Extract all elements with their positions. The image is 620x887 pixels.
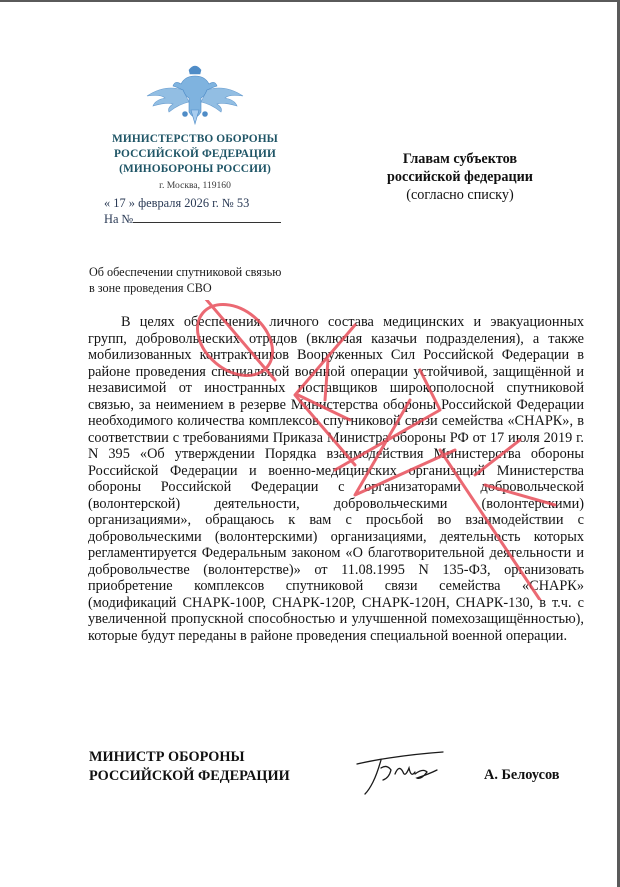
addressee-block	[360, 150, 560, 204]
double-headed-eagle-emblem-icon	[145, 62, 245, 130]
addressee-line-2: российской федерации	[387, 169, 533, 185]
signatory-title	[89, 748, 290, 785]
ministry-line-2: РОССИЙСКОЙ ФЕДЕРАЦИИ	[114, 148, 276, 160]
ministry-name	[95, 132, 295, 177]
reference-label: На №	[104, 212, 134, 226]
city-address: г. Москва, 119160	[159, 180, 231, 191]
signatory-title-line-1: МИНИСТР ОБОРОНЫ	[89, 749, 245, 765]
ministry-line-3: (МИНОБОРОНЫ РОССИИ)	[119, 163, 271, 175]
addressee-line-3: (согласно списку)	[406, 187, 514, 203]
signatory-name: А. Белоусов	[484, 767, 560, 783]
body-paragraph: В целях обеспечения личного состава медицинских и эвакуационных групп, добровольческих отрядов (включая казачьи подразделения), а также мобилизованных контрактников Вооруженных Сил Российской Федерации в районе проведения специальной военной операции устойчивой, защищённой и независимой от иностранных поставщиков широкополосной спутниковой связью, за неимением в резерве Министерства обороны Российской Федерации необходимого количества комплексов спутниковой связи семейства «СНАРК», в соответствии с требованиями Приказа Министра обороны РФ от 17 июля 2019 г. N 395 «Об утверждении Порядка взаимодействия Министерства обороны Российской Федерации и военно-медицинских организаций Министерства обороны Российской Федерации с организаторами добровольческой (волонтерской) деятельности, добровольческими (волонтерскими) организациями», обращаюсь к вам с просьбой во взаимодействии с добровольческими (волонтерскими) организациями, деятельность которых регламентируется Федеральным законом «О благотворительной деятельности и добровольчестве (волонтерстве)» от 11.08.1995 N 135-ФЗ, организовать приобретение комплексов спутниковой связи семейства «СНАРК» (модификаций СНАРК-100Р, СНАРК-120Р, СНАРК-120Н, СНАРК-130, в т.ч. с увеличенной пропускной способностью и улучшенной помехозащищённостью), которые будут переданы в районе проведения специальной военной операции.	[88, 314, 584, 644]
letterhead	[95, 62, 295, 191]
reference-underline	[133, 210, 281, 223]
subject-block	[89, 265, 281, 296]
subject-line-2: в зоне проведения СВО	[89, 280, 212, 295]
reference-number-field	[104, 210, 281, 227]
addressee-line-1: Главам субъектов	[402, 151, 518, 167]
letter-body	[88, 314, 584, 644]
subject-line-1: Об обеспечении спутниковой связью	[89, 265, 282, 279]
signatory-title-line-2: РОССИЙСКОЙ ФЕДЕРАЦИИ	[89, 767, 290, 784]
page-border-top	[0, 0, 620, 2]
handwritten-signature-icon	[355, 750, 455, 798]
document-date-number: « 17 » февраля 2026 г. № 53	[104, 196, 250, 210]
ministry-line-1: МИНИСТЕРСТВО ОБОРОНЫ	[112, 133, 278, 145]
